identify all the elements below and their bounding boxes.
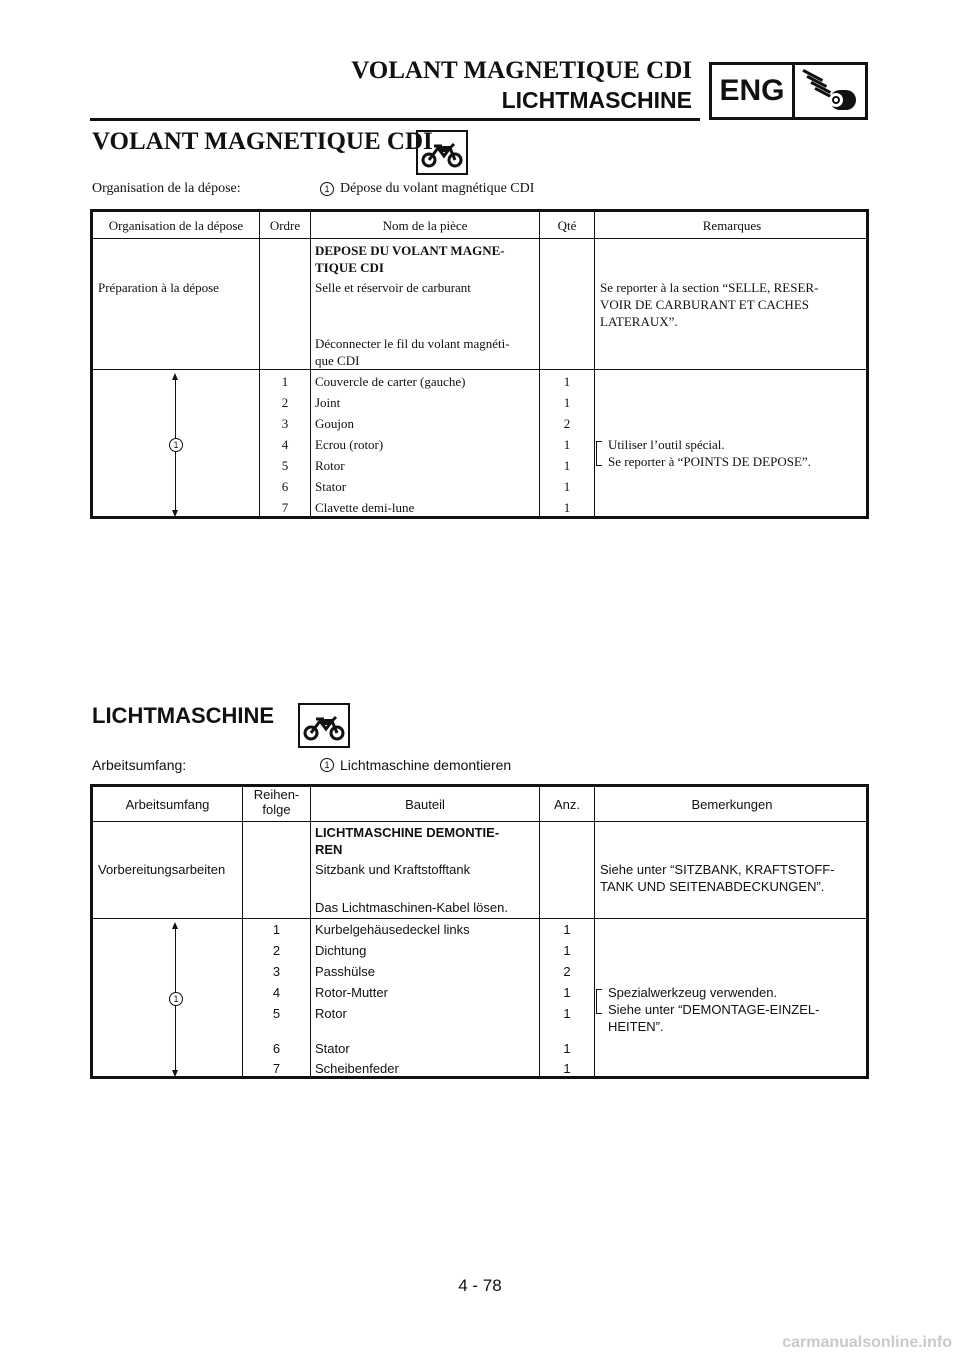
fr-prep-step: Déconnecter le fil du volant magnéti- que CDI	[315, 336, 510, 368]
fr-bracket	[596, 441, 602, 466]
fr-row-order: 6	[281, 479, 289, 494]
fr-row-order: 4	[281, 437, 289, 452]
de-row-qty: 1	[563, 922, 571, 937]
header-rule	[90, 118, 700, 121]
de-row-qty: 1	[563, 1061, 571, 1076]
fr-col-header: Qté	[557, 218, 577, 233]
de-bracket	[596, 989, 602, 1014]
fr-prep-heading: DEPOSE DU VOLANT MAGNE- TIQUE CDI	[315, 243, 505, 275]
de-row-order: 6	[272, 1041, 281, 1056]
de-scope-text: Lichtmaschine demontieren	[340, 757, 512, 773]
fr-row-qty: 2	[563, 416, 571, 431]
fr-removal-table	[90, 209, 869, 519]
fr-col-header: Nom de la pièce	[382, 218, 468, 233]
motorcycle-icon	[298, 703, 350, 748]
fr-col-header: Remarques	[702, 218, 762, 233]
de-col-header: Bauteil	[405, 797, 445, 812]
de-row-qty: 1	[563, 985, 571, 1000]
de-scope-label: Arbeitsumfang:	[92, 757, 187, 773]
de-row-order: 7	[272, 1061, 281, 1076]
fr-row-part: Joint	[315, 395, 341, 410]
header-title-de: LICHTMASCHINE	[501, 87, 692, 113]
de-row-part: Rotor	[315, 1006, 347, 1021]
fr-col-header: Organisation de la dépose	[108, 218, 244, 233]
fr-row-qty: 1	[563, 458, 571, 473]
fr-row-qty: 1	[563, 395, 571, 410]
fr-bracket-remark: Utiliser l’outil spécial. Se reporter à “POINTS DE DEPOSE”.	[608, 437, 811, 469]
watermark: carmanualsonline.info	[782, 1334, 952, 1351]
de-col-header: Arbeitsumfang	[125, 797, 210, 812]
motorcycle-icon	[416, 130, 468, 175]
fr-row-qty: 1	[563, 500, 571, 515]
fr-prep-remark: Se reporter à la section “SELLE, RESER- VOIR DE CARBURANT ET CACHES LATERAUX”.	[600, 280, 819, 329]
de-prep-label: Vorbereitungsarbeiten	[98, 862, 226, 877]
de-row-part: Stator	[315, 1041, 350, 1056]
eng-badge-label: ENG	[712, 65, 795, 117]
de-row-qty: 2	[563, 964, 571, 979]
fr-row-part: Couvercle de carter (gauche)	[315, 374, 466, 389]
fr-row-part: Goujon	[315, 416, 354, 431]
arrow-down-icon	[172, 1070, 178, 1077]
de-row-part: Dichtung	[315, 943, 367, 958]
fr-row-qty: 1	[563, 437, 571, 452]
fr-row-qty: 1	[563, 479, 571, 494]
fr-row-order: 5	[281, 458, 289, 473]
de-col-header: Reihen- folge	[253, 787, 300, 817]
fr-row-part: Rotor	[315, 458, 345, 473]
de-row-order: 1	[272, 922, 281, 937]
de-row-part: Rotor-Mutter	[315, 985, 388, 1000]
fr-scope-label: Organisation de la dépose:	[92, 181, 241, 196]
de-row-order: 3	[272, 964, 281, 979]
fr-row-part: Stator	[315, 479, 347, 494]
de-section-title: LICHTMASCHINE	[92, 703, 275, 728]
de-removal-table	[90, 784, 869, 1079]
fr-scope-marker: 1	[320, 182, 334, 196]
fr-range-marker: 1	[169, 438, 183, 452]
eng-badge	[709, 62, 868, 120]
de-row-part: Passhülse	[315, 964, 375, 979]
engine-coil-icon	[795, 65, 865, 117]
de-prep-heading: LICHTMASCHINE DEMONTIE- REN	[315, 825, 500, 857]
header-title-fr: VOLANT MAGNETIQUE CDI	[351, 57, 692, 84]
fr-prep-step: Selle et réservoir de carburant	[315, 280, 471, 295]
fr-row-order: 1	[281, 374, 289, 389]
arrow-up-icon	[172, 922, 178, 929]
de-prep-step: Sitzbank und Kraftstofftank	[315, 862, 471, 877]
de-row-order: 2	[272, 943, 281, 958]
fr-row-order: 2	[281, 395, 289, 410]
de-col-header: Bemerkungen	[691, 797, 773, 812]
de-prep-step: Das Lichtmaschinen-Kabel lösen.	[315, 900, 508, 915]
fr-row-part: Clavette demi-lune	[315, 500, 415, 515]
fr-scope-text: Dépose du volant magnétique CDI	[340, 181, 535, 196]
arrow-up-icon	[172, 373, 178, 380]
de-col-header: Anz.	[553, 797, 580, 812]
de-bracket-remark: Spezialwerkzeug verwenden. Siehe unter “DEMONTAGE-EINZEL- HEITEN”.	[608, 985, 820, 1034]
page-number: 4 - 78	[458, 1276, 502, 1295]
de-row-order: 5	[272, 1006, 281, 1021]
fr-row-part: Ecrou (rotor)	[315, 437, 384, 452]
fr-row-order: 7	[281, 500, 289, 515]
fr-scope-value	[320, 181, 534, 197]
arrow-down-icon	[172, 510, 178, 517]
de-prep-remark: Siehe unter “SITZBANK, KRAFTSTOFF- TANK UND SEITENABDECKUNGEN”.	[600, 862, 835, 894]
fr-prep-label: Préparation à la dépose	[98, 280, 219, 295]
fr-col-header: Ordre	[269, 218, 301, 233]
de-row-order: 4	[272, 985, 281, 1000]
de-row-qty: 1	[563, 1041, 571, 1056]
de-range-marker: 1	[169, 992, 183, 1006]
fr-row-qty: 1	[563, 374, 571, 389]
de-row-part: Scheibenfeder	[315, 1061, 399, 1076]
de-row-qty: 1	[563, 1006, 571, 1021]
de-scope-value	[320, 757, 511, 773]
fr-section-title: VOLANT MAGNETIQUE CDI	[92, 128, 433, 155]
de-row-part: Kurbelgehäusedeckel links	[315, 922, 470, 937]
de-scope-marker: 1	[320, 758, 334, 772]
fr-row-order: 3	[281, 416, 289, 431]
de-row-qty: 1	[563, 943, 571, 958]
